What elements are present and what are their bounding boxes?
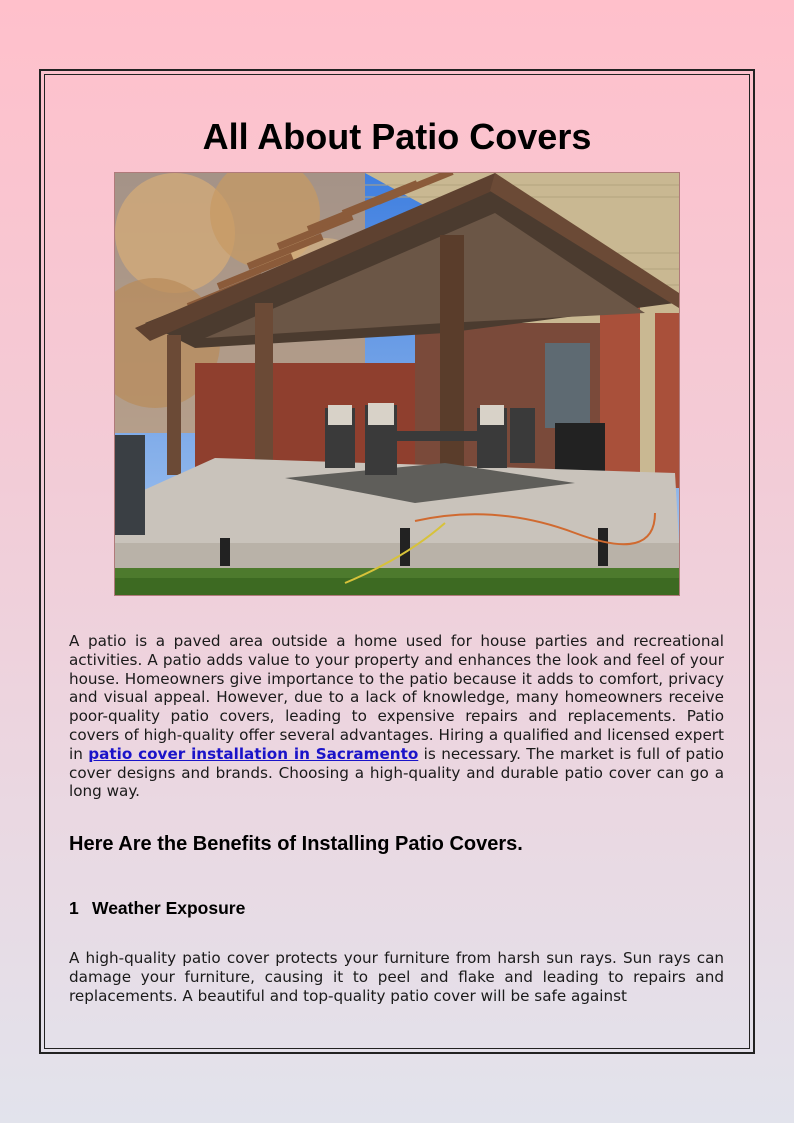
section-1-heading — [69, 898, 245, 919]
weather-exposure-paragraph: A high-quality patio cover protects your furniture from harsh sun rays. Sun rays can damage your furniture, causing it to peel and flake and leading to repairs and replacements. A beautiful and top-quality patio cover will be safe against — [69, 949, 724, 1005]
intro-text-after-link: is necessary. The market is full of patio cover designs and brands. Choosing a high-quality and durable patio cover can go a long way. — [69, 744, 724, 801]
intro-paragraph — [69, 632, 724, 801]
section-1-title: Weather Exposure — [92, 898, 246, 918]
intro-text-before-link: A patio is a paved area outside a home used for house parties and recreational activities. A patio adds value to your property and enhances the look and feel of your house. Homeowners give importance to the patio because it adds to comfort, privacy and visual appeal. However, due to a lack of knowledge, many homeowners receive poor-quality patio covers, leading to expensive repairs and replacements. Patio covers of high-quality offer several advantages. Hiring a qualified and licensed expert in — [69, 632, 724, 763]
patio-cover-installation-link[interactable]: patio cover installation in Sacramento — [88, 744, 419, 763]
page-title: All About Patio Covers — [202, 116, 592, 157]
patio-photo — [114, 172, 680, 596]
benefits-heading: Here Are the Benefits of Installing Patio Covers. — [69, 833, 523, 855]
section-1-number: 1 — [69, 898, 79, 918]
